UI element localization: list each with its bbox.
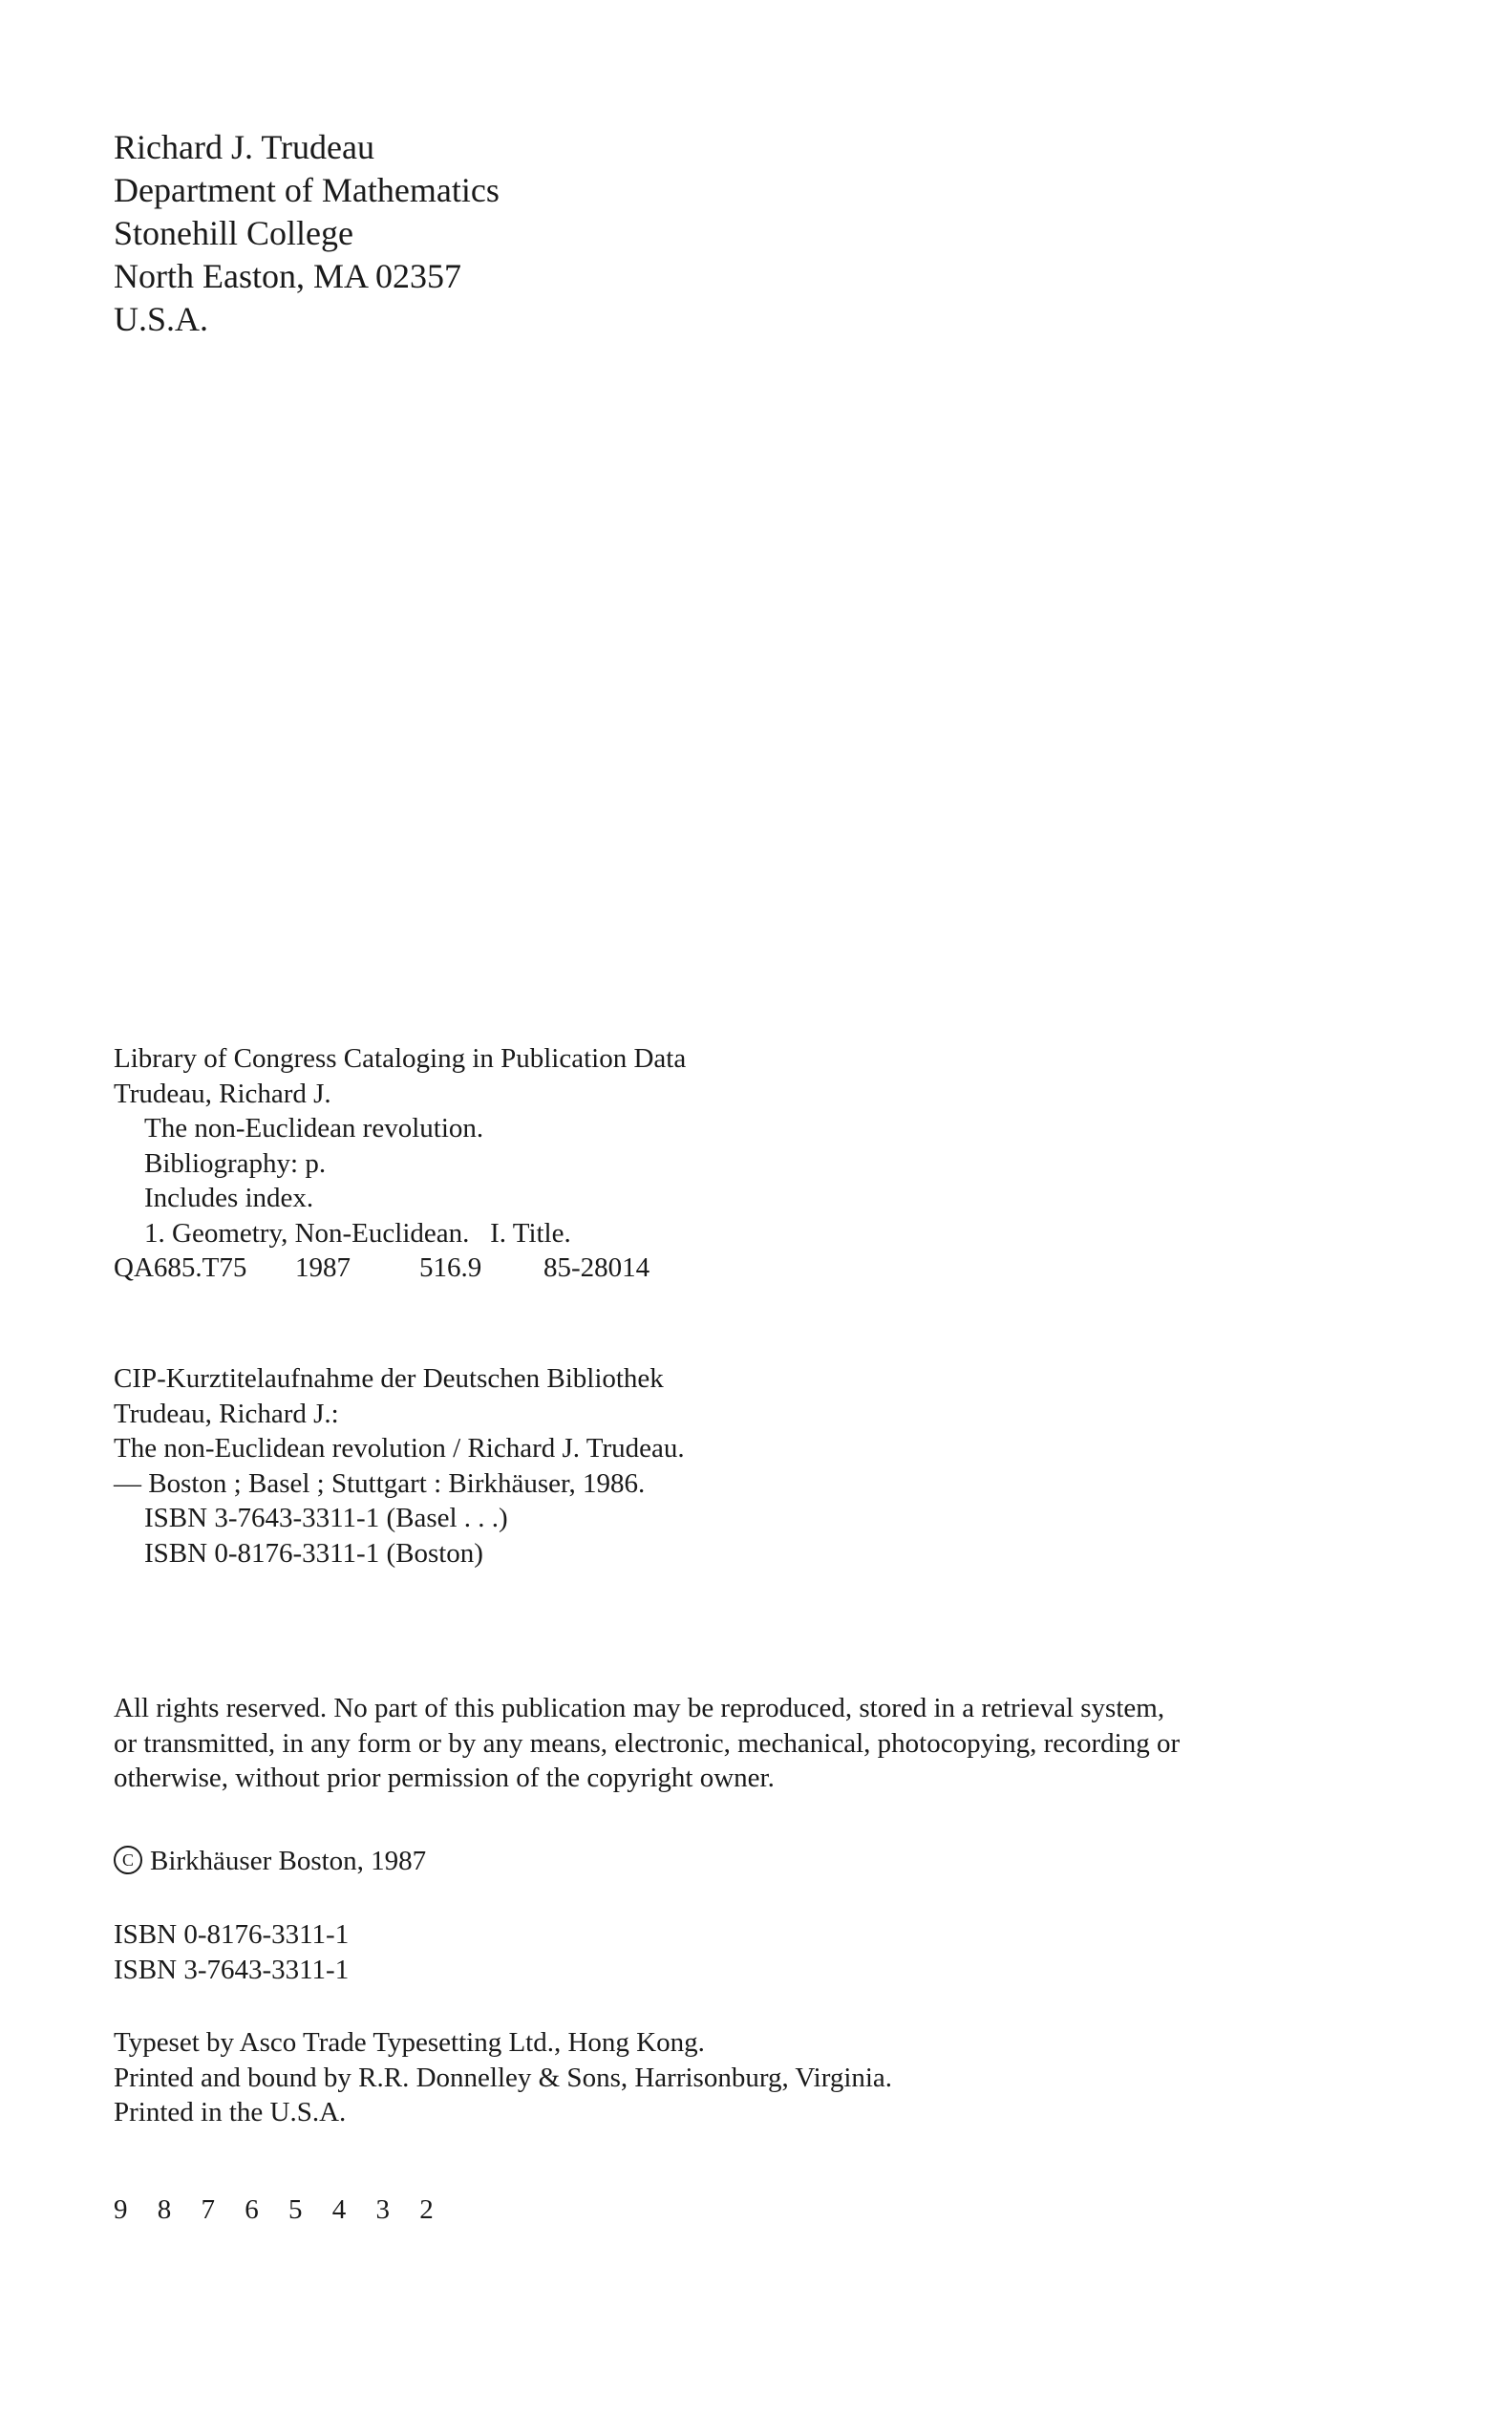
printer-number-line: 9 8 7 6 5 4 3 2 [114,2194,445,2225]
department: Department of Mathematics [114,171,500,209]
copyright-symbol-icon: C [114,1846,142,1874]
cip-author: Trudeau, Richard J.: [114,1398,339,1429]
loc-year: 1987 [295,1252,351,1283]
rights-line: or transmitted, in any form or by any means, electronic, mechanical, photocopying, recording or [114,1727,1181,1759]
loc-dewey: 516.9 [419,1252,482,1283]
loc-bibliography: Bibliography: p. [144,1147,327,1179]
printer-credit: Printed and bound by R.R. Donnelley & Sons, Harrisonburg, Virginia. [114,2062,893,2093]
loc-lccn: 85-28014 [543,1252,650,1283]
rights-line: otherwise, without prior permission of the copyright owner. [114,1763,775,1793]
printed-in: Printed in the U.S.A. [114,2097,347,2127]
copyright-notice [114,1844,426,1879]
college: Stonehill College [114,214,353,252]
loc-class: QA685.T75 [114,1252,247,1283]
city-state-zip: North Easton, MA 02357 [114,257,461,295]
loc-index: Includes index. [144,1183,314,1213]
loc-title: The non-Euclidean revolution. [144,1113,484,1144]
rights-statement [114,1691,1422,1796]
cip-cataloging-data [114,1361,685,1571]
printing-info [114,2025,892,2130]
loc-heading: Library of Congress Cataloging in Publication Data [114,1043,687,1074]
author-name: Richard J. Trudeau [114,128,374,166]
author-address [114,126,500,341]
loc-subjects: 1. Geometry, Non-Euclidean. I. Title. [144,1217,571,1249]
isbn-item: ISBN 0-8176-3311-1 [114,1919,350,1950]
cip-heading: CIP-Kurztitelaufnahme der Deutschen Bibliothek [114,1363,664,1394]
country: U.S.A. [114,300,209,338]
cip-isbn-basel: ISBN 3-7643-3311-1 (Basel . . .) [144,1503,508,1533]
cip-title: The non-Euclidean revolution / Richard J. Trudeau. [114,1433,685,1464]
copyright-holder: Birkhäuser Boston, 1987 [150,1846,427,1876]
isbn-item: ISBN 3-7643-3311-1 [114,1954,350,1985]
isbn-list [114,1917,349,1987]
cip-imprint: — Boston ; Basel ; Stuttgart : Birkhäuser, 1986. [114,1467,646,1499]
typeset-credit: Typeset by Asco Trade Typesetting Ltd., Hong Kong. [114,2027,705,2058]
loc-cataloging-data [114,1041,686,1286]
cip-isbn-boston: ISBN 0-8176-3311-1 (Boston) [144,1537,483,1569]
loc-call-number-line [114,1251,686,1286]
loc-author: Trudeau, Richard J. [114,1078,331,1109]
rights-line: All rights reserved. No part of this publication may be reproduced, stored in a retrieval system, [114,1693,1165,1723]
